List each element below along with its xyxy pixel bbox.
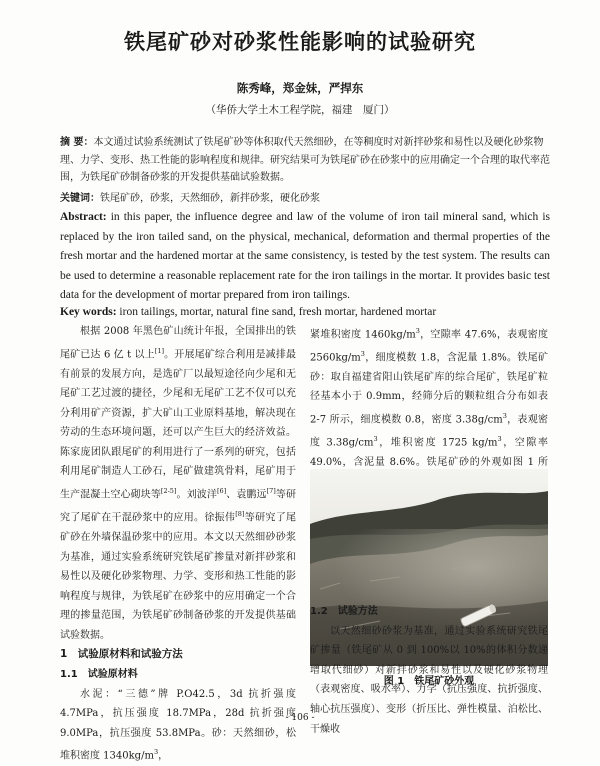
section-heading-1-1: 1.1 试验原材料 xyxy=(60,669,138,681)
keywords-en-text: iron tailings, mortar, natural fine sand, fresh mortar, hardened mortar xyxy=(116,306,437,318)
citation: [6] xyxy=(216,487,227,496)
citation: [1] xyxy=(154,346,164,355)
abstract-cn-text: 本文通过试验系统测试了铁尾矿砂等体积取代天然细砂，在等稠度时对新拌砂浆和易性以及硬化砂浆物理、力学、变形、热工性能的影响程度和规律。研究结果可为铁尾矿砂在砂浆中的应用确定一个合理的取代率范围，为铁尾矿砂制备砂浆的开发提供基础试验数据。 xyxy=(60,137,550,183)
left-column xyxy=(60,322,296,766)
authors: 陈秀峰，郑金妹，严捍东 xyxy=(236,81,364,95)
materials-paragraph: 水泥：“三德”牌 P.O42.5，3d 抗折强度 4.7MPa，抗压强度 18.7MPa，28d 抗折强度 9.0MPa，抗压强度 53.8MPa。砂：天然细砂，松堆积密度 $1340kg/m^3$， xyxy=(60,688,296,762)
keywords-en xyxy=(60,303,550,323)
keywords-cn-label: 关键词： xyxy=(60,193,100,204)
section-heading-1-2: 1.2 试验方法 xyxy=(310,606,378,617)
citation: [8] xyxy=(235,510,245,518)
methods-paragraph: 以天然细砂砂浆为基准，通过实验系统研究铁尾矿掺量（铁尾矿从 0 到 100%以 10%的体积分数递增取代细砂）对新拌砂浆和易性以及硬化砂浆物理（表观密度、吸水率）、力学（抗压强度、抗折强度、轴心抗压强度）、变形（折压比、弹性模量、泊松比、干燥收 xyxy=(310,625,548,735)
abstract-en xyxy=(60,208,550,306)
abstract-en-text: in this paper, the influence degree and law of the volume of iron tail mineral sand, which is replaced by the iron tailed sand, on the physical, mechanical, deformation and thermal properties of the fresh mortar and the hardened mortar at the same consistency, is tested by the test system. The results can be used to determine a reasonable replacement rate for the iron tailings in the mortar. It provides basic test data for the development of mortar prepared from iron tailings. xyxy=(60,211,550,301)
keywords-en-label: Key words: xyxy=(60,306,117,318)
paper-title: 铁尾矿砂对砂浆性能影响的试验研究 xyxy=(124,30,476,54)
abstract-en-label: Abstract: xyxy=(60,211,107,223)
abstract-cn-label: 摘 要： xyxy=(60,137,94,148)
section-heading-1: 1 试验原材料和试验方法 xyxy=(60,648,183,661)
intro-paragraph: 根据 2008 年黑色矿山统计年报，全国排出的铁尾矿已达 6 亿 t 以上[1]。开展尾矿综合利用是减排最有前景的发展方向，是选矿厂以最短途径向少尾和无尾矿工艺过渡的捷径，少尾和无尾矿工艺不仅可以充分利用矿产资源，扩大矿山工业原料基地，解决现在劳动的生态环境问题，还可以产生巨大的经济效益。陈家庞团队跟尾矿的利用进行了一系列的研究，包括利用尾矿制造人工砂石，尾矿做建筑骨料，尾矿用于生产混凝土空心砌块等[2-5]。刘波洋[6]、袁鹏远[7]等研究了尾矿在干混砂浆中的应用。徐振伟[8]等研究了尾矿砂在外墙保温砂浆中的应用。本文以天然细砂砂浆为基准，通过实验系统研究铁尾矿掺量对新拌砂浆和易性以及硬化砂浆物理、力学、变形和热工性能的影响程度与规律，为铁尾矿在砂浆中的应用确定一个合理的掺量范围，为铁尾矿砂制备砂浆的开发提供基础试验数据。 xyxy=(60,326,297,641)
figure-1-caption: 图 1 铁尾矿砂外观 xyxy=(383,676,475,687)
affiliation: （华侨大学土木工程学院，福建 厦门） xyxy=(205,104,395,116)
abstract-cn xyxy=(60,134,550,187)
materials-continued: 紧堆积密度 $1460kg/m^3$，空隙率 47.6%，表观密度 $2560kg/m^3$，细度模数 1.8，含泥量 1.8%。铁尾矿砂：取自福建省阳山铁尾矿库的综合尾矿，铁尾矿粒径基本小于 0.9mm，经筛分后的颗粒组合分布如表 2-7 所示，细度模数 0.8，密度 $3.38g/cm^3$，表观密度 $3.38g/cm^3$，堆积密度 1725 $kg/m^3$，空隙率 49.0%，含泥量 8.6%。铁尾矿砂的外观如图 1 所 xyxy=(310,327,548,468)
right-column xyxy=(310,322,548,492)
citation: [2-5] xyxy=(160,487,177,496)
keywords-cn xyxy=(60,190,550,208)
citation: [7] xyxy=(266,487,276,496)
keywords-cn-text: 铁尾矿砂，砂浆，天然细砂，新拌砂浆，硬化砂浆 xyxy=(100,193,320,204)
page-number: - 106 - xyxy=(285,713,315,723)
